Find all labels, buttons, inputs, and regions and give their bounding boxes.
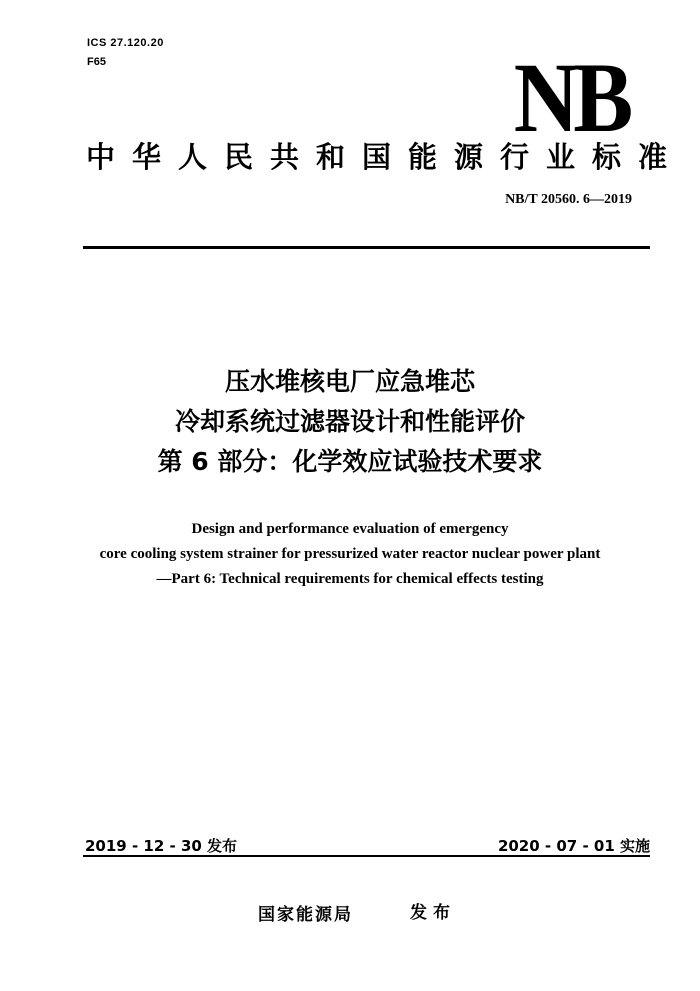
chinese-title-line-1: 压水堆核电厂应急堆芯 <box>224 367 475 396</box>
header-divider <box>83 246 650 249</box>
chinese-title <box>0 362 700 482</box>
footer-divider <box>83 855 650 857</box>
issue-date: 2019 - 12 - 30 发布 <box>85 837 238 855</box>
implementation-date: 2020 - 07 - 01 实施 <box>497 837 650 855</box>
ics-code: ICS 27.120.20 <box>87 37 164 49</box>
english-title-line-3: —Part 6: Technical requirements for chemical effects testing <box>156 571 544 587</box>
standard-type: 中华人民共和国能源行业标准 <box>86 140 685 174</box>
issue-label: 发布 <box>410 903 456 923</box>
nb-logo: NB <box>513 42 628 153</box>
english-title <box>0 517 700 592</box>
clc-code: F65 <box>87 56 106 68</box>
issuing-authority: 国家能源局 <box>258 905 353 925</box>
english-title-line-1: Design and performance evaluation of emergency <box>191 521 509 537</box>
chinese-title-line-2: 冷却系统过滤器设计和性能评价 <box>174 407 525 436</box>
english-title-line-2: core cooling system strainer for pressurized water reactor nuclear power plant <box>99 546 601 562</box>
standard-number: NB/T 20560. 6—2019 <box>505 192 632 207</box>
chinese-title-line-3: 第 6 部分：化学效应试验技术要求 <box>157 447 543 476</box>
